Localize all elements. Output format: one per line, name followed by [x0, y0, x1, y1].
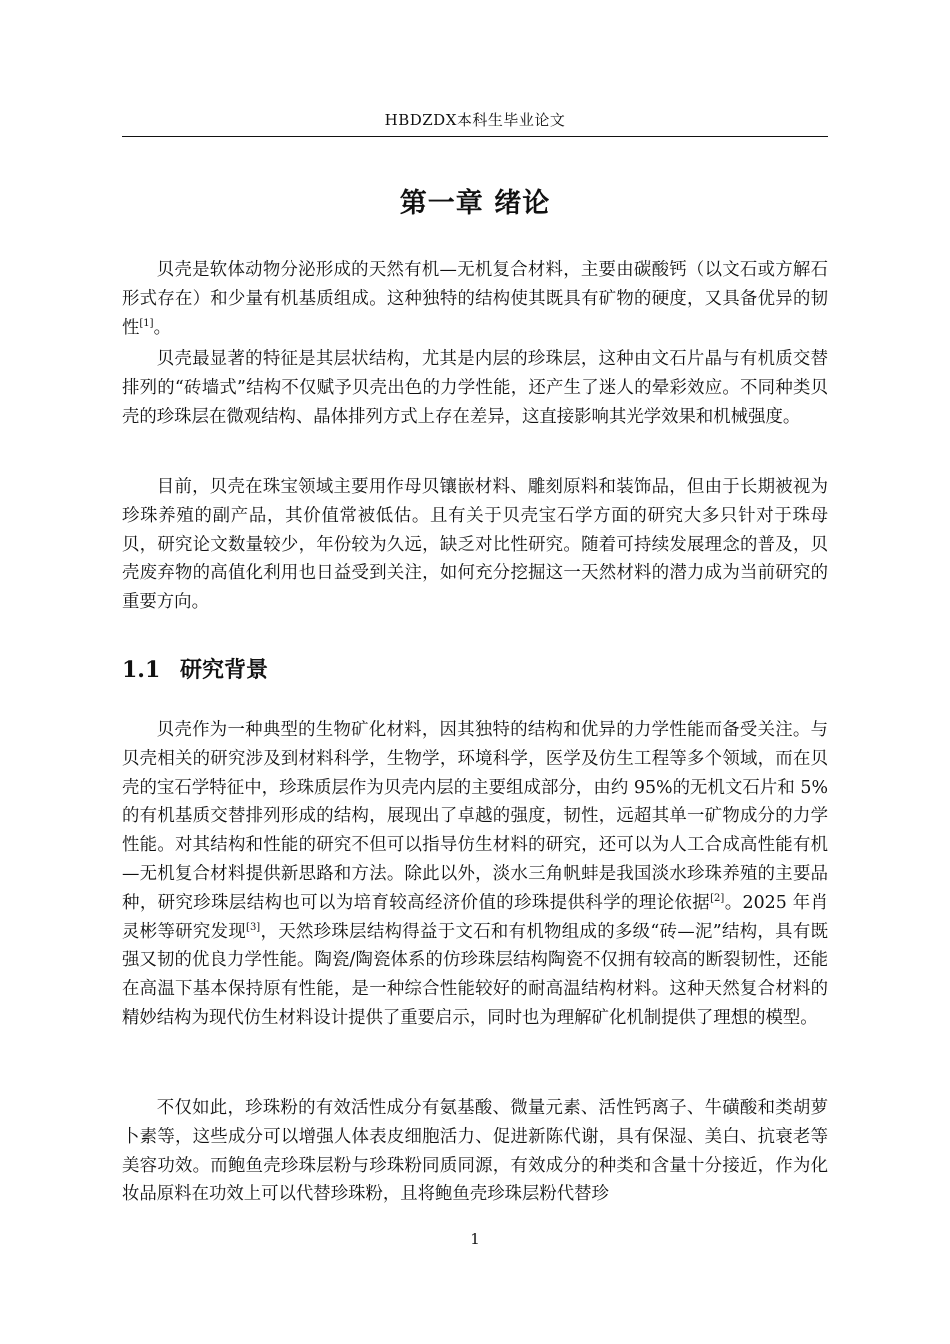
intro-paragraph-3: 目前，贝壳在珠宝领域主要用作母贝镶嵌材料、雕刻原料和装饰品，但由于长期被视为珍珠养殖的副产品，其价值常被低估。且有关于贝壳宝石学方面的研究大多只针对于珠母贝，研究论文数量较少，年份较为久远，缺乏对比性研究。随着可持续发展理念的普及，贝壳废弃物的高值化利用也日益受到关注，如何充分挖掘这一天然材料的潜力成为当前研究的重要方向。	[122, 477, 828, 613]
section-heading	[122, 652, 828, 688]
header-rule	[122, 136, 828, 137]
citation-2: [2]	[710, 892, 725, 904]
intro-paragraph-1-text: 贝壳是软体动物分泌形成的天然有机—无机复合材料，主要由碳酸钙（以文石或方解石形式存在）和少量有机基质组成。这种独特的结构使其既具有矿物的硬度，又具备优异的韧性	[122, 260, 828, 338]
running-header: HBDZDX本科生毕业论文	[384, 111, 566, 129]
citation-1: [1]	[139, 317, 154, 329]
background-paragraph-1	[122, 716, 828, 1033]
section-title-text: 研究背景	[180, 657, 269, 683]
background-paragraph-1-part1: 贝壳作为一种典型的生物矿化材料，因其独特的结构和优异的力学性能而备受关注。与贝壳相关的研究涉及到材料科学，生物学，环境科学，医学及仿生工程等多个领域，而在贝壳的宝石学特征中，珍珠质层作为贝壳内层的主要组成部分，由约 95%的无机文石片和 5%的有机基质交替排列形成的结构，展现出了卓越的强度，韧性，远超其单一矿物成分的力学性能。对其结构和性能的研究不但可以指导仿生材料的研究，还可以为人工合成高性能有机—无机复合材料提供新思路和方法。除此以外，淡水三角帆蚌是我国淡水珍珠养殖的主要品种，研究珍珠层结构也可以为培育较高经济价值的珍珠提供科学的理论依据	[122, 720, 828, 913]
citation-3: [3]	[246, 921, 261, 933]
background-paragraph-1-part3: ，天然珍珠层结构得益于文石和有机物组成的多级“砖—泥”结构，具有既强又韧的优良力学性能。陶瓷/陶瓷体系的仿珍珠层结构陶瓷不仅拥有较高的断裂韧性，还能在高温下基本保持原有性能，是一种综合性能较好的耐高温结构材料。这种天然复合材料的精妙结构为现代仿生材料设计提供了重要启示，同时也为理解矿化机制提供了理想的模型。	[122, 921, 828, 1028]
intro-paragraph-2: 贝壳最显著的特征是其层状结构，尤其是内层的珍珠层，这种由文石片晶与有机质交替排列的“砖墙式”结构不仅赋予贝壳出色的力学性能，还产生了迷人的晕彩效应。不同种类贝壳的珍珠层在微观结构、晶体排列方式上存在差异，这直接影响其光学效果和机械强度。	[122, 349, 828, 427]
background-paragraph-2: 不仅如此，珍珠粉的有效活性成分有氨基酸、微量元素、活性钙离子、牛磺酸和类胡萝卜素等，这些成分可以增强人体表皮细胞活力、促进新陈代谢，具有保湿、美白、抗衰老等美容功效。而鲍鱼壳珍珠层粉与珍珠粉同质同源，有效成分的种类和含量十分接近，作为化妆品原料在功效上可以代替珍珠粉，且将鲍鱼壳珍珠层粉代替珍	[122, 1098, 828, 1205]
intro-paragraph-1-tail: 。	[153, 317, 171, 338]
section-number: 1.1	[122, 657, 161, 683]
chapter-title: 第一章 绪论	[399, 188, 551, 219]
page-number: 1	[470, 1230, 480, 1248]
intro-paragraph-1	[122, 256, 828, 342]
background-paragraph-1-part2: 。2025 年肖灵彬等研究发现	[122, 892, 828, 942]
